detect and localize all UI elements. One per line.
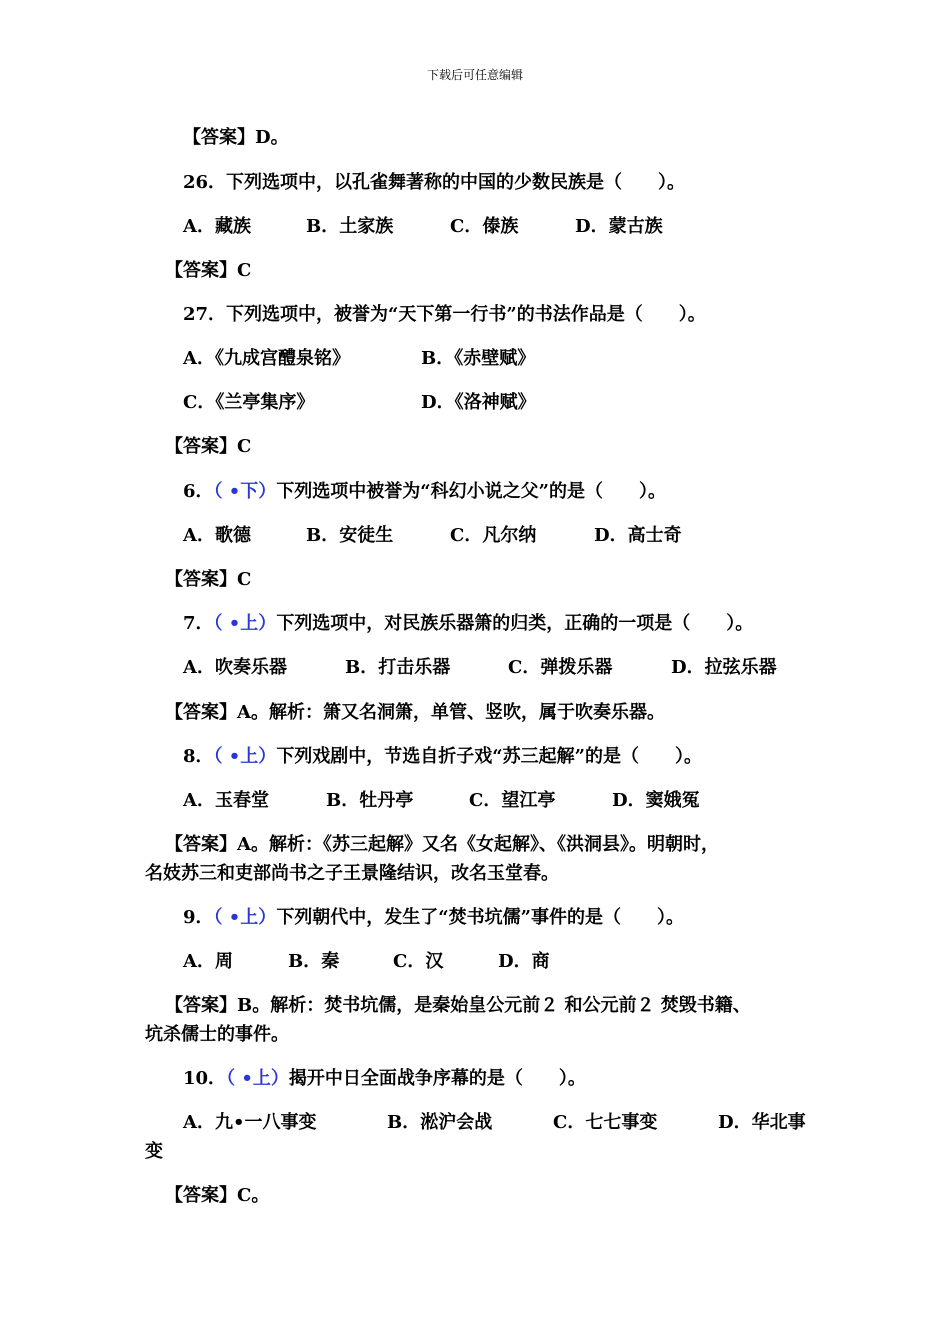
options-26 [183,215,883,239]
question-number: 7． [183,613,214,634]
option-b: B．淞沪会战 [387,1112,493,1133]
question-26: 26．下列选项中，以孔雀舞著称的中国的少数民族是（ ）。 [183,172,686,193]
option-c: C．汉 [393,951,444,972]
question-7 [183,612,753,636]
question-text: 揭开中日全面战争序幕的是（ ）。 [288,1068,586,1089]
options-9 [183,950,883,974]
year-tag: （ •上） [213,746,277,767]
question-text: 下列选项中，对民族乐器箫的归类，正确的一项是（ ）。 [276,613,754,634]
answer-10: 【答案】C。 [165,1185,270,1206]
option-c: C．凡尔纳 [450,525,537,546]
option-27-a: A．《九成宫醴泉铭》 [183,348,350,369]
options-8 [183,789,883,813]
answer-7: 【答案】A。解析：箫又名洞箫，单管、竖吹，属于吹奏乐器。 [165,702,665,723]
question-text: 下列选项中被誉为“科幻小说之父”的是（ ）。 [276,481,667,502]
options-10 [183,1111,883,1135]
option-c: C．傣族 [450,216,519,237]
option-a: A．玉春堂 [183,790,269,811]
question-text: 下列戏剧中，节选自折子戏“苏三起解”的是（ ）。 [276,746,703,767]
option-d: D．蒙古族 [575,216,663,237]
option-b: B．打击乐器 [345,657,451,678]
question-number: 9． [183,907,214,928]
answer-25: 【答案】D。 [183,127,289,148]
option-c: C．七七事变 [553,1112,658,1133]
option-27-d: D．《洛神赋》 [421,392,536,413]
options-7 [183,656,883,680]
option-d: D．拉弦乐器 [671,657,777,678]
year-tag: （ •上） [213,613,277,634]
option-d: D．高士奇 [594,525,682,546]
question-8 [183,745,702,769]
option-a: A．吹奏乐器 [183,657,287,678]
option-c: C．望江亭 [469,790,556,811]
question-6 [183,480,666,504]
year-tag: （ •上） [226,1068,289,1089]
answer-26: 【答案】C [165,260,252,281]
option-c: C．弹拨乐器 [508,657,613,678]
question-9 [183,906,684,930]
option-d: D．华北事 [718,1112,806,1133]
option-a: A．歌德 [183,525,251,546]
question-number: 8． [183,746,214,767]
option-27-b: B．《赤壁赋》 [421,348,536,369]
answer-9-line-2: 坑杀儒士的事件。 [145,1024,289,1045]
question-text: 下列朝代中，发生了“焚书坑儒”事件的是（ ）。 [276,907,685,928]
option-b: B．牡丹亭 [326,790,414,811]
option-a: A．九•一八事变 [183,1112,317,1133]
option-d: D．窦娥冤 [612,790,700,811]
year-tag: （ •上） [213,907,277,928]
options-10-wrap: 变 [145,1141,163,1162]
answer-8-line-1: 【答案】A。解析：《苏三起解》又名《女起解》、《洪洞县》。明朝时， [165,834,719,855]
option-a: A．周 [183,951,233,972]
question-27: 27．下列选项中，被誉为“天下第一行书”的书法作品是（ ）。 [183,304,706,325]
option-a: A．藏族 [183,216,251,237]
year-tag: （ •下） [213,481,277,502]
option-27-c: C．《兰亭集序》 [183,392,315,413]
question-10 [183,1067,586,1091]
question-number: 10． [183,1068,227,1089]
option-b: B．土家族 [306,216,394,237]
option-b: B．秦 [288,951,340,972]
answer-27: 【答案】C [165,436,252,457]
question-number: 6． [183,481,214,502]
option-b: B．安徒生 [306,525,394,546]
answer-9-line-1: 【答案】B。解析：焚书坑儒，是秦始皇公元前２ 和公元前２ 焚毁书籍、 [165,995,751,1016]
option-d: D．商 [498,951,550,972]
options-6 [183,524,883,548]
answer-8-line-2: 名妓苏三和吏部尚书之子王景隆结识，改名玉堂春。 [145,863,559,884]
answer-6: 【答案】C [165,569,252,590]
page-header: 下载后可任意编辑 [426,68,523,82]
